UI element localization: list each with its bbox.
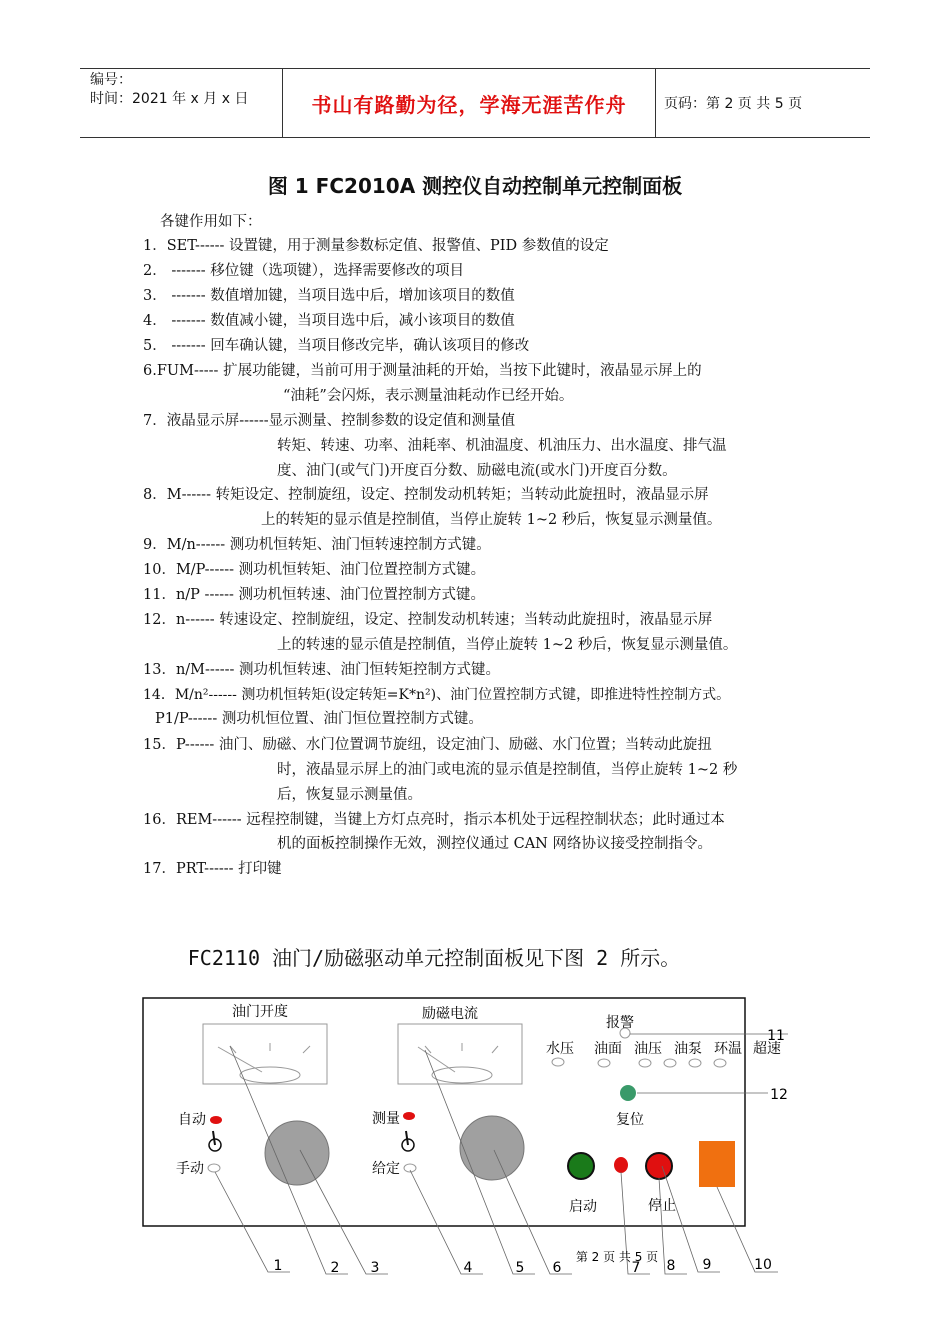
text-line: 3． ------- 数值增加键，当项目选中后，增加该项目的数值: [143, 288, 515, 304]
print-key: [699, 1141, 735, 1187]
page-info: 页码：第 2 页 共 5 页: [664, 96, 803, 112]
text-line: 2． ------- 移位键（选项键），选择需要修改的项目: [143, 263, 464, 279]
figure2-title: FC2110 油门/励磁驱动单元控制面板见下图 2 所示。: [187, 946, 681, 970]
text-line: 15．P------ 油门、励磁、水门位置调节旋纽，设定油门、励磁、水门位置；当转动此旋扭: [143, 737, 712, 753]
meter1-tick: [303, 1046, 310, 1053]
callout-number: 3: [370, 1260, 380, 1276]
page-footer: 第 2 页 共 5 页: [575, 1250, 659, 1264]
alarm-lamp: [598, 1059, 610, 1067]
alarm-item-label: 超速: [753, 1041, 781, 1057]
alarm-item-label: 油面: [594, 1041, 622, 1057]
text-line: 上的转矩的显示值是控制值，当停止旋转 1~2 秒后，恢复显示测量值。: [261, 512, 722, 528]
alarm-lamp: [639, 1059, 651, 1067]
toggle-lever: [213, 1131, 215, 1145]
auto-label: 自动: [178, 1112, 206, 1128]
alarm-lamp: [689, 1059, 701, 1067]
text-line: 7．液晶显示屏------显示测量、控制参数的设定值和测量值: [143, 413, 516, 429]
figure1-title: 图 1 FC2010A 测控仪自动控制单元控制面板: [267, 174, 683, 198]
header-motto: 书山有路勤为径，学海无涯苦作舟: [282, 69, 656, 137]
reset-button: [620, 1085, 636, 1101]
alarm-lamp: [664, 1059, 676, 1067]
text-line: 1．SET------ 设置键，用于测量参数标定值、报警值、PID 参数值的设定: [143, 238, 609, 254]
callout-number: 9: [702, 1257, 712, 1273]
meter2-tick: [492, 1046, 498, 1053]
callout-number: 4: [463, 1260, 473, 1276]
alarm-label: 报警: [606, 1015, 634, 1031]
text-line: 13．n/M------ 测功机恒转速、油门恒转矩控制方式键。: [143, 662, 501, 678]
manual-label: 手动: [176, 1161, 204, 1177]
callout-number: 7: [631, 1260, 641, 1276]
measure-label: 测量: [372, 1111, 400, 1127]
number-label: 编号：: [90, 72, 132, 88]
meter1-tick: [230, 1046, 236, 1053]
meter2-needle: [418, 1047, 455, 1072]
stop-button: [646, 1153, 672, 1179]
text-line: 16．REM------ 远程控制键，当键上方灯点亮时，指示本机处于远程控制状态；此时通过本: [143, 812, 725, 828]
alarm-item-label: 油泵: [674, 1041, 702, 1057]
callout-number: 2: [330, 1260, 340, 1276]
meter1-window: [203, 1024, 327, 1084]
alarm-lamp: [552, 1058, 564, 1066]
meter1-dial: [240, 1067, 300, 1083]
text-line: 11．n/P ------ 测功机恒转速、油门位置控制方式键。: [143, 587, 486, 603]
meter2-label: 励磁电流: [422, 1006, 478, 1022]
callout-number: 5: [515, 1260, 525, 1276]
panel-frame: [143, 998, 745, 1226]
text-line: 各键作用如下：: [160, 214, 262, 230]
text-line: 5． ------- 回车确认键，当项目修改完毕，确认该项目的修改: [143, 338, 530, 354]
date-label: 时间：2021 年 x 月 x 日: [90, 91, 249, 107]
text-line: 上的转速的显示值是控制值，当停止旋转 1~2 秒后，恢复显示测量值。: [277, 637, 738, 653]
leader-line: [410, 1170, 483, 1274]
manual-indicator: [208, 1164, 220, 1172]
alarm-item-label: 油压: [634, 1041, 662, 1057]
callout-number: 10: [754, 1257, 772, 1273]
text-line: P1/P------ 测功机恒位置、油门恒位置控制方式键。: [155, 711, 483, 727]
reset-label: 复位: [616, 1112, 644, 1128]
start-label: 启动: [569, 1199, 597, 1215]
callout-number: 12: [770, 1087, 788, 1103]
alarm-item-label: 环温: [714, 1041, 742, 1057]
text-line: 度、油门(或气门)开度百分数、励磁电流(或水门)开度百分数。: [277, 463, 677, 479]
text-line: 后，恢复显示测量值。: [277, 787, 422, 803]
text-line: 17．PRT------ 打印键: [143, 861, 282, 877]
alarm-item-label: 水压: [546, 1041, 574, 1057]
text-line: 转矩、转速、功率、油耗率、机油温度、机油压力、出水温度、排气温: [277, 438, 727, 454]
callout-number: 11: [767, 1028, 785, 1044]
text-line: 6.FUM----- 扩展功能键，当前可用于测量油耗的开始，当按下此键时，液晶显示屏上的: [143, 363, 702, 379]
given-label: 给定: [372, 1161, 400, 1177]
alarm-lamp: [714, 1059, 726, 1067]
meter1-needle: [218, 1047, 262, 1072]
stop-label: 停止: [648, 1198, 676, 1214]
start-button: [568, 1153, 594, 1179]
meter1-label: 油门开度: [232, 1004, 288, 1020]
callout-number: 8: [666, 1258, 676, 1274]
leader-line: [215, 1172, 290, 1272]
callout-number: 6: [552, 1260, 562, 1276]
knob: [460, 1116, 524, 1180]
text-line: 9．M/n------ 测功机恒转矩、油门恒转速控制方式键。: [143, 537, 491, 553]
callout-number: 1: [273, 1258, 283, 1274]
text-line: “油耗”会闪烁，表示测量油耗动作已经开始。: [283, 388, 574, 404]
text-line: 时，液晶显示屏上的油门或电流的显示值是控制值，当停止旋转 1~2 秒: [277, 762, 738, 778]
text-line: 机的面板控制操作无效，测控仪通过 CAN 网络协议接受控制指令。: [277, 836, 712, 852]
text-line: 14．M/n²------ 测功机恒转矩(设定转矩=K*n²)、油门位置控制方式键，即推进特性控制方式。: [143, 687, 731, 703]
text-line: 4． ------- 数值减小键，当项目选中后，减小该项目的数值: [143, 313, 515, 329]
text-line: 12．n------ 转速设定、控制旋纽，设定、控制发动机转速；当转动此旋扭时，液晶显示屏: [143, 612, 713, 628]
auto-indicator: [210, 1116, 222, 1124]
status-indicator: [614, 1157, 628, 1173]
knob: [265, 1121, 329, 1185]
meter2-window: [398, 1024, 522, 1084]
meter2-dial: [432, 1067, 492, 1083]
measure-indicator: [403, 1112, 415, 1120]
text-line: 10．M/P------ 测功机恒转矩、油门位置控制方式键。: [143, 562, 486, 578]
text-line: 8．M------ 转矩设定、控制旋纽，设定、控制发动机转矩；当转动此旋扭时，液晶显示屏: [143, 487, 709, 503]
toggle-lever: [406, 1131, 408, 1145]
